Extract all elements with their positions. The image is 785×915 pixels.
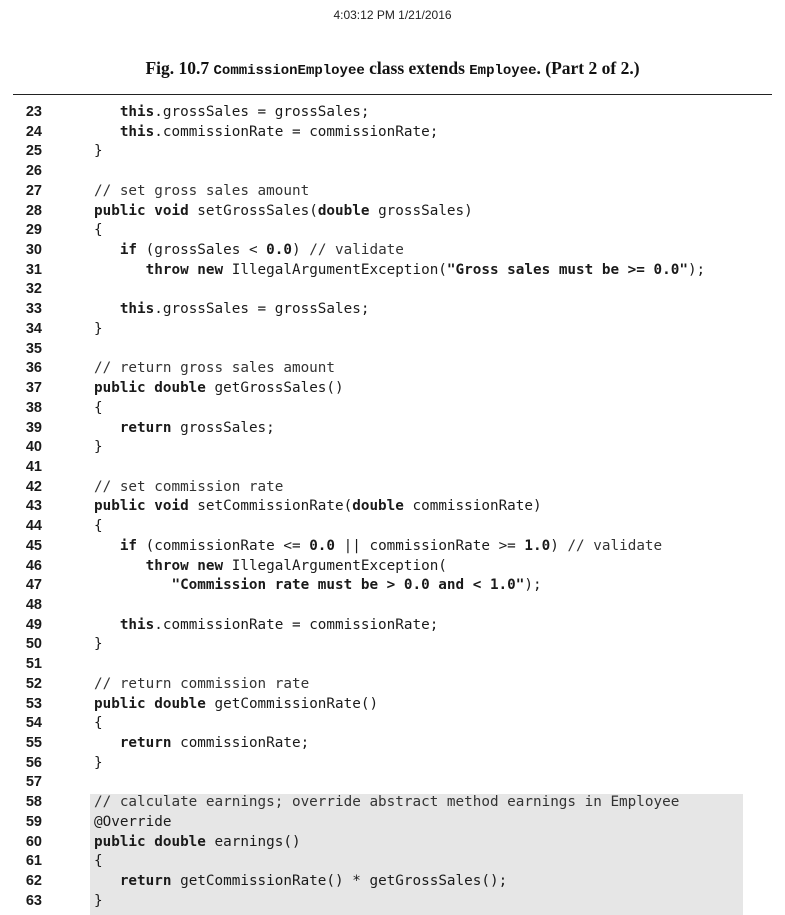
line-number: 32 <box>25 281 42 298</box>
line-number: 37 <box>25 380 42 397</box>
code-token: } <box>94 636 103 653</box>
code-text <box>94 399 103 419</box>
code-line <box>0 576 785 596</box>
line-number: 46 <box>25 557 42 574</box>
code-text <box>94 517 103 537</box>
code-line <box>0 458 785 478</box>
code-text <box>94 675 309 695</box>
code-line <box>0 359 785 379</box>
code-keyword: double <box>317 202 370 219</box>
code-token: ) <box>550 537 568 554</box>
code-token: || commissionRate >= <box>335 537 525 554</box>
caption-parent-name: Employee <box>469 63 537 79</box>
code-token: grossSales) <box>369 202 473 219</box>
code-text <box>94 419 275 439</box>
code-text <box>94 438 103 458</box>
code-line <box>0 852 785 872</box>
code-token: earnings() <box>205 833 301 850</box>
code-line <box>0 340 785 360</box>
code-text <box>94 833 301 853</box>
code-token <box>94 735 120 751</box>
code-line <box>0 754 785 774</box>
code-text <box>94 872 507 892</box>
code-token <box>94 420 120 436</box>
code-text <box>94 320 103 340</box>
code-keyword: return <box>119 735 172 751</box>
code-keyword: throw new <box>145 557 224 574</box>
code-token: } <box>94 892 103 909</box>
line-number: 28 <box>25 202 42 219</box>
code-token <box>94 577 171 593</box>
code-line <box>0 478 785 498</box>
code-text <box>94 103 369 123</box>
code-text <box>94 261 705 281</box>
code-token: .grossSales = grossSales; <box>154 104 370 120</box>
code-line <box>0 142 785 162</box>
code-line <box>0 399 785 419</box>
code-keyword: public void <box>94 498 189 515</box>
code-text <box>94 359 335 379</box>
line-number: 36 <box>25 360 42 377</box>
code-text <box>94 221 103 241</box>
caption-prefix: Fig. 10.7 <box>145 58 214 78</box>
code-token: { <box>94 715 103 732</box>
code-text <box>94 300 369 320</box>
code-line <box>0 300 785 320</box>
line-number: 24 <box>25 123 42 140</box>
code-token <box>94 104 120 120</box>
line-number: 48 <box>25 596 42 613</box>
line-number: 50 <box>25 636 42 653</box>
code-line <box>0 734 785 754</box>
code-token <box>94 617 120 633</box>
line-number: 40 <box>25 439 42 456</box>
code-token <box>94 558 146 574</box>
code-line <box>0 162 785 182</box>
code-text <box>94 241 404 261</box>
code-text <box>94 695 378 715</box>
code-text <box>94 852 103 872</box>
code-line <box>0 714 785 734</box>
code-token <box>94 262 146 278</box>
line-number: 39 <box>25 419 42 436</box>
code-token: commissionRate; <box>171 735 310 751</box>
line-number: 35 <box>25 340 42 357</box>
code-token <box>94 301 120 317</box>
code-line <box>0 655 785 675</box>
code-text <box>94 734 309 754</box>
code-token: { <box>94 518 103 535</box>
code-text <box>94 497 542 517</box>
line-number: 47 <box>25 577 42 594</box>
print-timestamp: 4:03:12 PM 1/21/2016 <box>333 8 452 22</box>
code-line <box>0 675 785 695</box>
code-token: .commissionRate = commissionRate; <box>154 123 439 140</box>
code-line <box>0 773 785 793</box>
code-text <box>94 142 103 162</box>
code-text <box>94 635 103 655</box>
code-keyword: 0.0 <box>309 537 336 554</box>
line-number: 52 <box>25 675 42 692</box>
line-number: 55 <box>25 735 42 751</box>
code-comment: // set gross sales amount <box>94 182 310 199</box>
line-number: 27 <box>25 182 42 199</box>
code-token: setGrossSales( <box>188 202 318 219</box>
code-token: grossSales; <box>171 419 275 436</box>
code-token: } <box>94 143 103 160</box>
code-line <box>0 616 785 636</box>
code-line <box>0 379 785 399</box>
code-token: ); <box>524 577 542 594</box>
code-keyword: public double <box>94 380 206 397</box>
line-number: 49 <box>25 616 42 633</box>
code-line <box>0 241 785 261</box>
code-text <box>94 478 283 498</box>
code-line <box>0 320 785 340</box>
code-token: ); <box>687 261 706 278</box>
line-number: 41 <box>25 458 42 475</box>
code-token: getCommissionRate() * getGrossSales(); <box>171 873 508 890</box>
code-line <box>0 280 785 300</box>
code-token <box>94 124 120 140</box>
line-number: 31 <box>25 261 42 278</box>
code-token: { <box>94 399 103 416</box>
code-line <box>0 123 785 143</box>
line-number: 29 <box>25 222 42 239</box>
code-keyword: this <box>119 301 155 318</box>
code-line <box>0 872 785 892</box>
code-token <box>94 242 120 258</box>
code-keyword: public double <box>94 695 206 712</box>
code-token: { <box>94 222 103 239</box>
code-token: (grossSales < <box>137 242 267 259</box>
line-number: 26 <box>25 163 42 180</box>
code-keyword: this <box>119 104 155 120</box>
code-text <box>94 754 103 774</box>
code-keyword: public double <box>94 833 206 850</box>
line-number: 33 <box>25 301 42 318</box>
code-keyword: public void <box>94 202 189 219</box>
code-text <box>94 793 679 813</box>
code-listing <box>0 103 785 911</box>
code-line <box>0 517 785 537</box>
code-line <box>0 419 785 439</box>
code-line <box>0 892 785 912</box>
line-number: 34 <box>25 320 42 337</box>
code-token: } <box>94 439 103 456</box>
line-number: 61 <box>25 853 42 870</box>
caption-divider <box>13 94 772 95</box>
line-number: 30 <box>25 242 42 259</box>
figure-caption <box>0 58 785 79</box>
code-token: IllegalArgumentException( <box>223 557 447 574</box>
code-token: } <box>94 320 103 337</box>
code-token: ) <box>292 242 310 259</box>
line-number: 38 <box>25 399 42 416</box>
code-token: } <box>94 754 103 771</box>
code-text <box>94 616 438 636</box>
code-token: getGrossSales() <box>205 380 344 397</box>
line-number: 43 <box>25 498 42 515</box>
code-line <box>0 596 785 616</box>
code-text <box>94 379 344 399</box>
code-keyword: return <box>119 419 172 436</box>
line-number: 62 <box>25 873 42 890</box>
code-line <box>0 833 785 853</box>
code-line <box>0 103 785 123</box>
code-keyword: if <box>119 537 138 554</box>
code-token: (commissionRate <= <box>137 537 310 554</box>
code-comment: // validate <box>309 242 404 259</box>
code-keyword: return <box>119 873 172 890</box>
code-token: @Override <box>94 813 172 830</box>
line-number: 45 <box>25 537 42 554</box>
code-text <box>94 576 542 596</box>
caption-class-name: CommissionEmployee <box>213 63 365 79</box>
code-keyword: this <box>119 616 155 633</box>
code-text <box>94 892 103 912</box>
code-comment: // validate <box>567 537 663 554</box>
code-token: .grossSales = grossSales; <box>154 301 370 318</box>
code-text <box>94 202 473 222</box>
code-comment: // calculate earnings; override abstract method earnings in Employee <box>94 794 680 811</box>
line-number: 44 <box>25 518 42 535</box>
code-line <box>0 793 785 813</box>
code-keyword: 1.0 <box>524 537 551 554</box>
code-text <box>94 123 438 143</box>
code-line <box>0 182 785 202</box>
line-number: 42 <box>25 478 42 495</box>
code-token: commissionRate) <box>403 498 542 515</box>
line-number: 57 <box>25 774 42 791</box>
code-token: setCommissionRate( <box>188 498 353 515</box>
code-line <box>0 695 785 715</box>
code-token: .commissionRate = commissionRate; <box>154 616 439 633</box>
code-keyword: 0.0 <box>266 242 292 259</box>
code-comment: // return gross sales amount <box>94 360 336 377</box>
line-number: 23 <box>25 104 42 120</box>
line-number: 51 <box>25 656 42 673</box>
code-line <box>0 221 785 241</box>
code-keyword: "Gross sales must be >= 0.0" <box>446 261 688 278</box>
code-token: { <box>94 853 103 870</box>
line-number: 59 <box>25 813 42 830</box>
code-comment: // set commission rate <box>94 478 284 495</box>
code-text <box>94 813 171 833</box>
code-keyword: double <box>352 498 404 515</box>
code-token: getCommissionRate() <box>205 695 379 712</box>
code-line <box>0 261 785 281</box>
code-line <box>0 813 785 833</box>
caption-suffix: . (Part 2 of 2.) <box>536 58 640 78</box>
code-keyword: throw new <box>145 261 224 278</box>
line-number: 63 <box>25 892 42 909</box>
code-comment: // return commission rate <box>94 675 310 692</box>
code-text <box>94 182 309 202</box>
code-token <box>94 873 120 889</box>
code-token: IllegalArgumentException( <box>223 261 447 278</box>
code-line <box>0 635 785 655</box>
code-line <box>0 537 785 557</box>
code-line <box>0 438 785 458</box>
code-keyword: "Commission rate must be > 0.0 and < 1.0" <box>171 577 525 594</box>
line-number: 56 <box>25 754 42 771</box>
code-line <box>0 202 785 222</box>
line-number: 60 <box>25 833 42 850</box>
code-line <box>0 557 785 577</box>
line-number: 53 <box>25 695 42 712</box>
line-number: 25 <box>25 143 42 160</box>
code-text <box>94 714 103 734</box>
code-text <box>94 557 447 577</box>
caption-middle: class extends <box>364 58 470 78</box>
line-number: 54 <box>25 715 42 732</box>
code-keyword: this <box>119 123 155 140</box>
code-token <box>94 538 120 554</box>
code-text <box>94 537 662 557</box>
code-keyword: if <box>119 242 138 259</box>
line-number: 58 <box>25 794 42 811</box>
code-line <box>0 497 785 517</box>
